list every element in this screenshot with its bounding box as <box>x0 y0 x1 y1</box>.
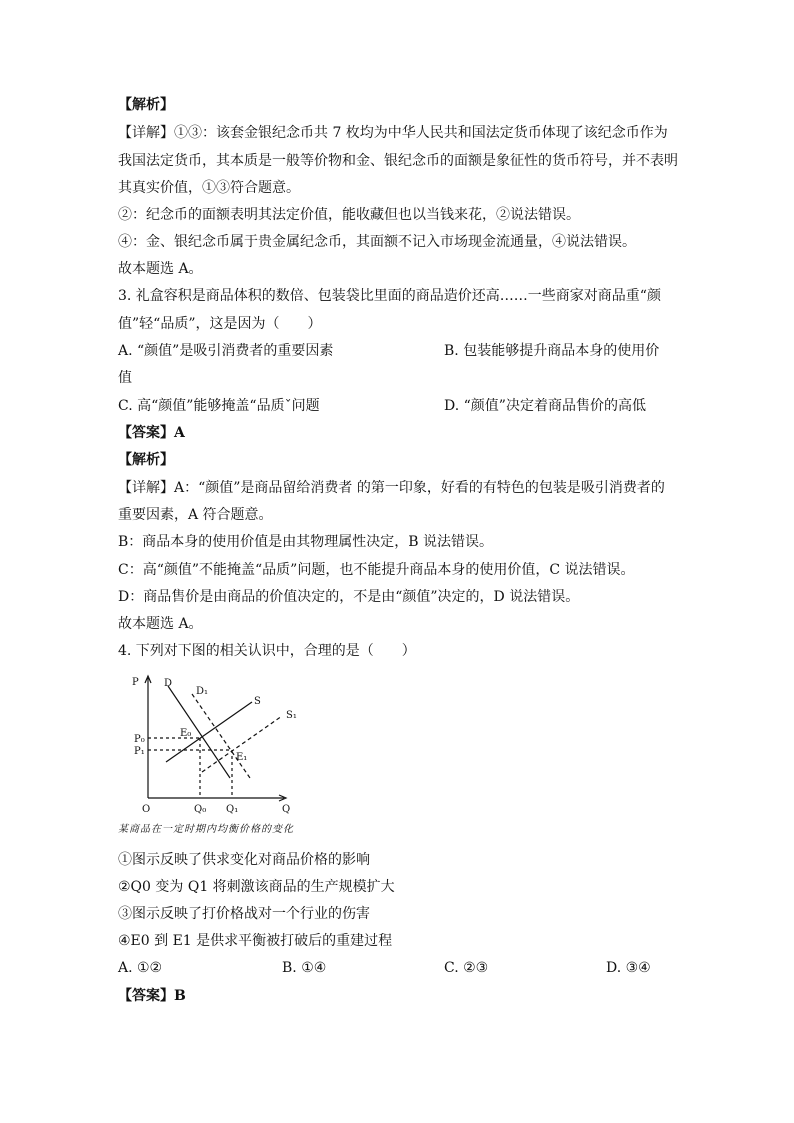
section-heading-jiexi: 【解析】 <box>118 97 174 113</box>
statement-3: ③图示反映了打价格战对一个行业的伤害 <box>118 906 370 922</box>
question-stem: 3. 礼盒容积是商品体积的数倍、包装袋比里面的商品造价还高……一些商家对商品重“颜 <box>118 288 661 304</box>
option-b-continued: 值 <box>118 370 132 386</box>
question-stem: 值”轻“品质”，这是因为（ ） <box>118 316 322 332</box>
supply-demand-figure <box>118 672 318 820</box>
option-c: C. 高“颜值”能够掩盖“品质ˇ问题 <box>118 398 320 414</box>
detail-text: C：高“颜值”不能掩盖“品质”问题，也不能提升商品本身的使用价值，C 说法错误。 <box>118 562 635 578</box>
section-heading-jiexi: 【解析】 <box>118 452 174 468</box>
label-q1: Q₁ <box>226 804 239 815</box>
label-d1: D₁ <box>196 686 209 697</box>
detail-text: ②：纪念币的面额表明其法定价值，能收藏但也以当钱来花，②说法错误。 <box>118 207 580 223</box>
detail-text: 我国法定货币，其本质是一般等价物和金、银纪念币的面额是象征性的货币符号，并不表明 <box>118 153 678 169</box>
answer-heading: 【答案】B <box>118 988 186 1004</box>
label-p: P <box>132 677 139 688</box>
option-d: D. ③④ <box>606 960 651 976</box>
option-d: D. “颜值”决定着商品售价的高低 <box>444 398 646 414</box>
statement-4: ④E0 到 E1 是供求平衡被打破后的重建过程 <box>118 933 393 949</box>
detail-text: 【详解】A：“颜值”是商品留给消费者 的第一印象，好看的有特色的包装是吸引消费者的 <box>118 480 665 496</box>
question-stem: 4. 下列对下图的相关认识中，合理的是（ ） <box>118 643 416 659</box>
detail-text: 其真实价值，①③符合题意。 <box>118 180 300 196</box>
conclusion-text: 故本题选 A。 <box>118 616 203 632</box>
conclusion-text: 故本题选 A。 <box>118 261 203 277</box>
option-a: A. ①② <box>118 960 163 976</box>
option-c: C. ②③ <box>444 960 489 976</box>
label-q0: Q₀ <box>194 804 207 815</box>
answer-heading: 【答案】A <box>118 425 185 441</box>
detail-text: 【详解】①③：该套金银纪念币共 7 枚均为中华人民共和国法定货币体现了该纪念币作为 <box>118 125 668 141</box>
supply-curve-s1 <box>202 716 282 772</box>
detail-text: D：商品售价是由商品的价值决定的，不是由“颜值”决定的，D 说法错误。 <box>118 589 580 605</box>
detail-text: 重要因素，A 符合题意。 <box>118 507 273 523</box>
demand-curve-d <box>168 686 230 778</box>
label-e0: E₀ <box>180 728 192 739</box>
label-q: Q <box>282 804 291 815</box>
label-p0: P₀ <box>134 734 145 745</box>
label-s: S <box>254 696 261 707</box>
statement-2: ②Q0 变为 Q1 将刺激该商品的生产规模扩大 <box>118 879 395 895</box>
detail-text: ④：金、银纪念币属于贵金属纪念币，其面额不记入市场现金流通量，④说法错误。 <box>118 234 636 250</box>
option-b: B. ①④ <box>282 960 327 976</box>
label-p1: P₁ <box>134 746 145 757</box>
label-e1: E₁ <box>236 752 248 763</box>
label-d: D <box>164 678 173 689</box>
detail-text: B：商品本身的使用价值是由其物理属性决定，B 说法错误。 <box>118 534 494 550</box>
figure-caption: 某商品在一定时期内均衡价格的变化 <box>118 824 294 835</box>
option-b: B. 包装能够提升商品本身的使用价 <box>444 343 660 359</box>
label-o: O <box>142 804 151 815</box>
option-a: A. “颜值”是吸引消费者的重要因素 <box>118 343 334 359</box>
statement-1: ①图示反映了供求变化对商品价格的影响 <box>118 852 370 868</box>
label-s1: S₁ <box>286 710 297 721</box>
